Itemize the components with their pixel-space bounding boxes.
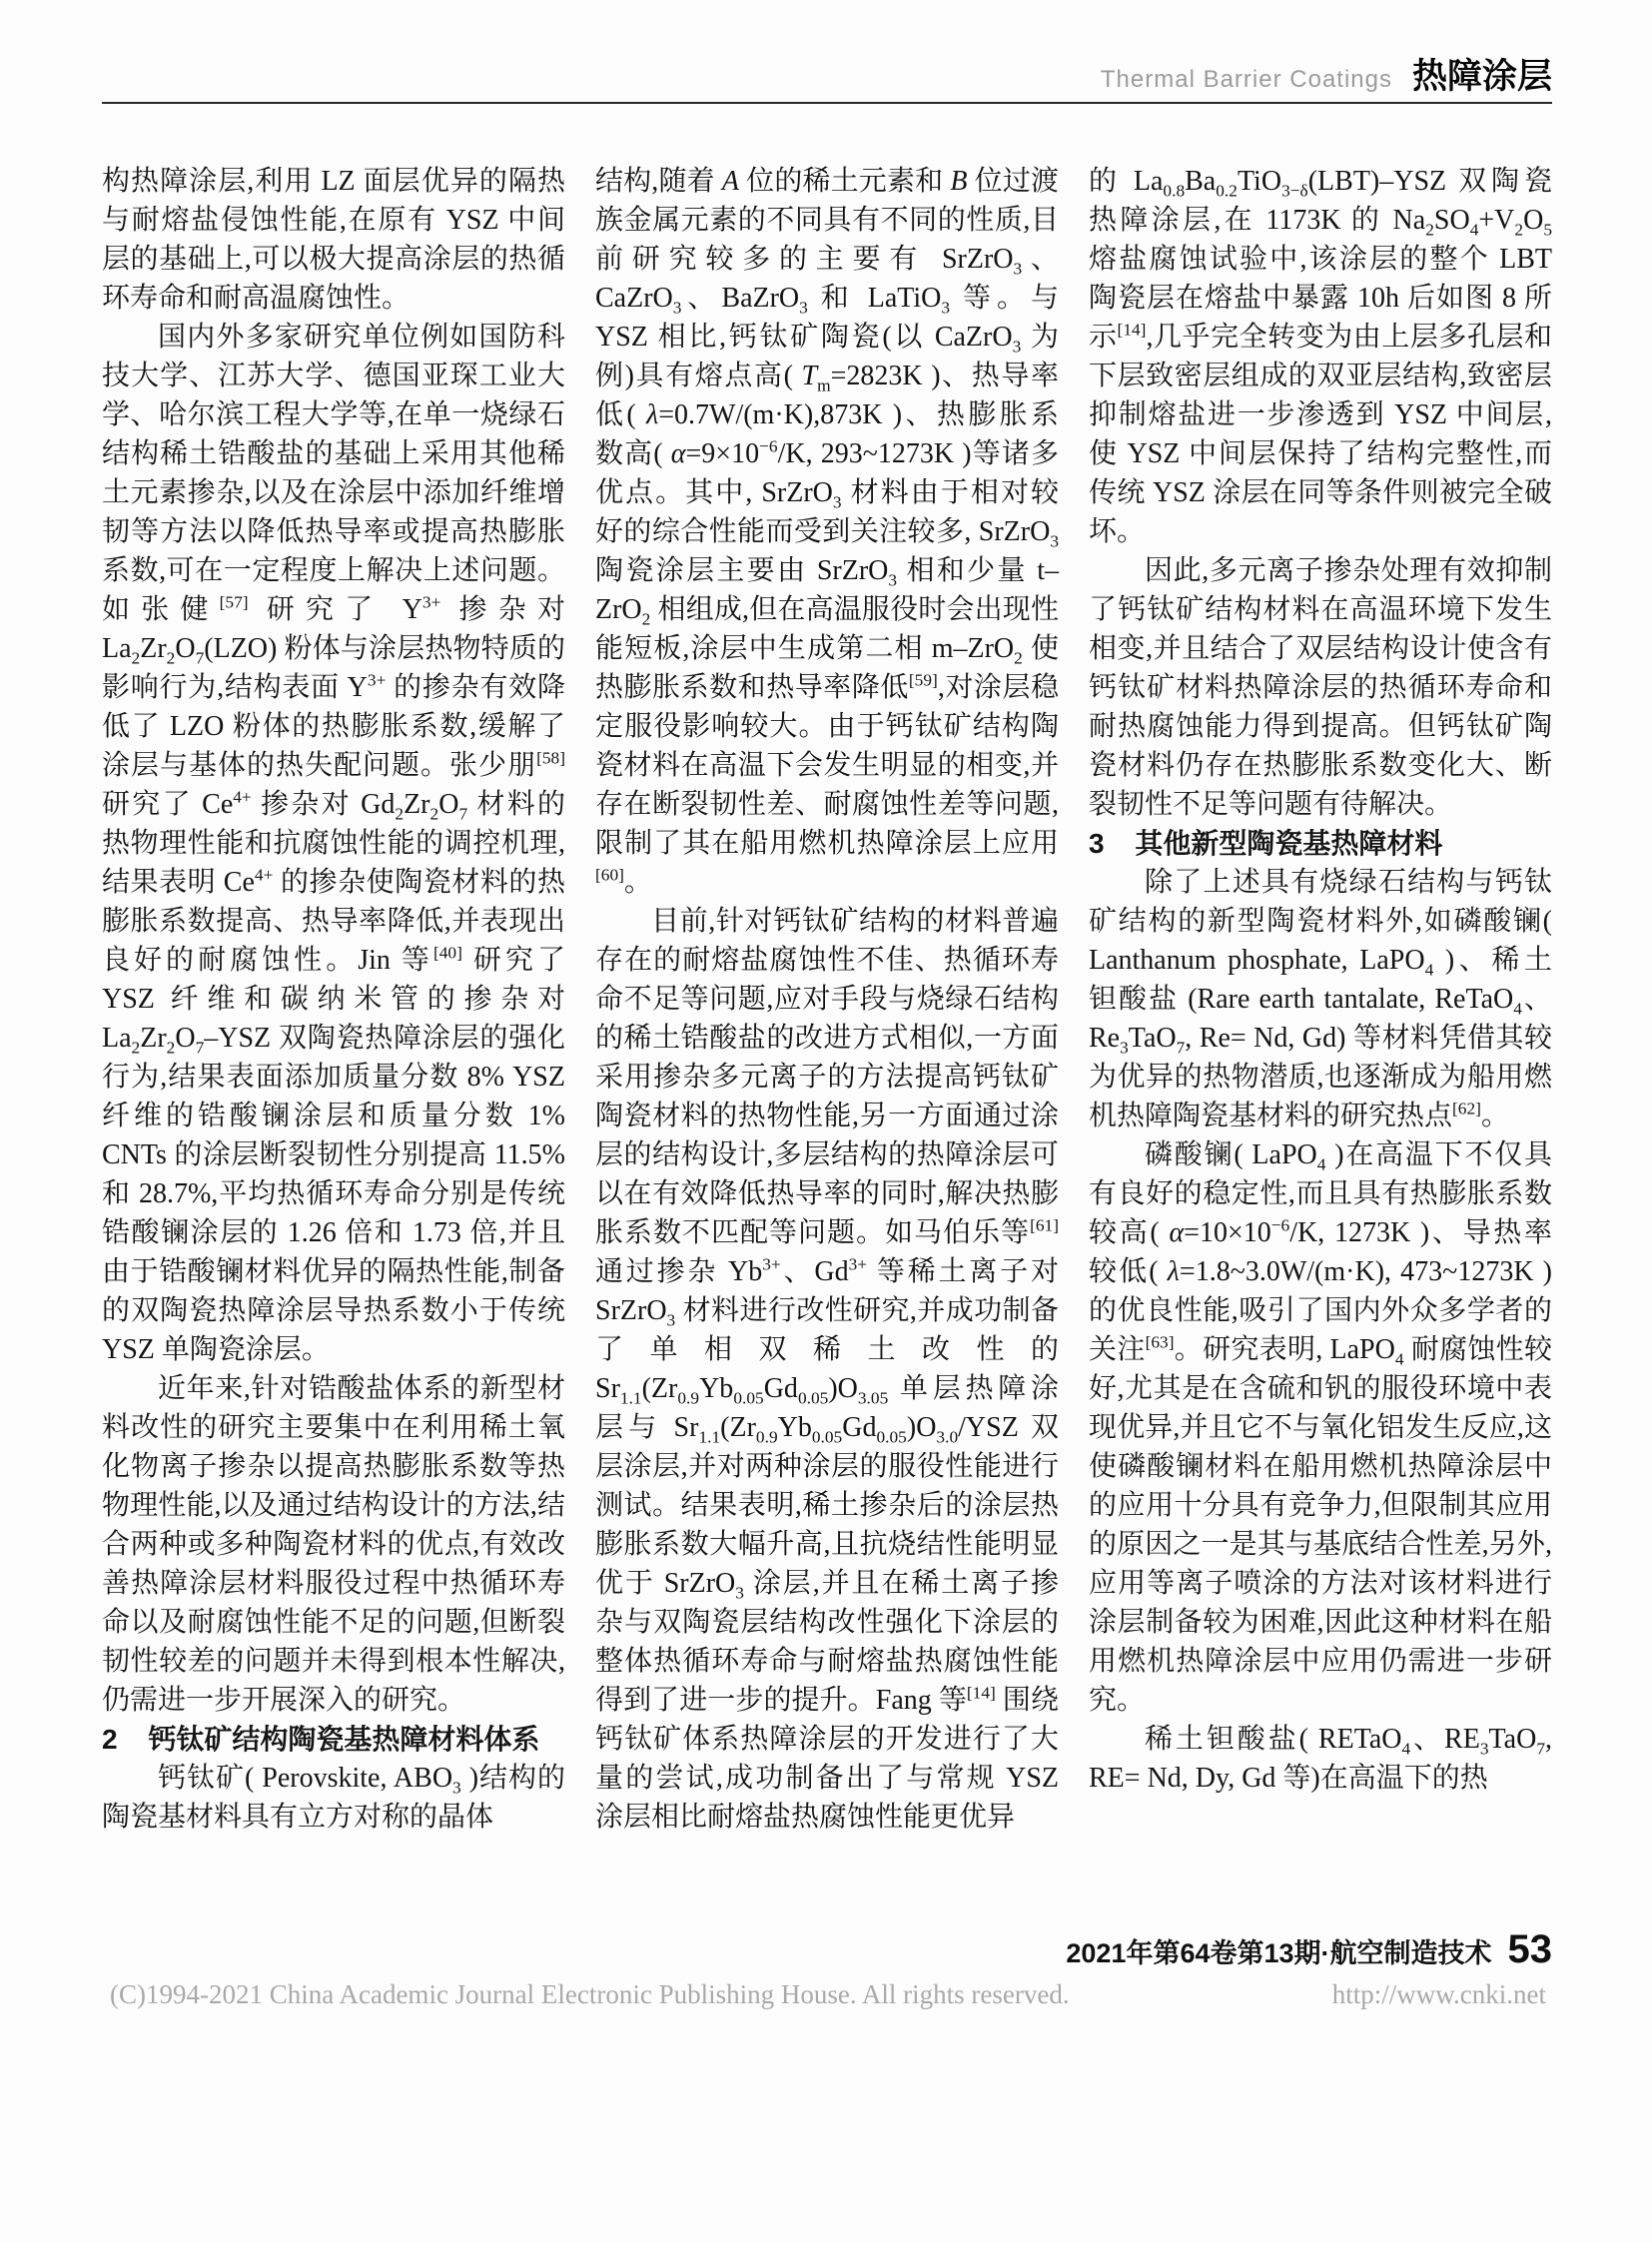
header-topic-english: Thermal Barrier Coatings [1100,66,1392,93]
paragraph: 稀土钽酸盐( RETaO$_4$、$RE_3TaO_7$, RE= Nd, Dy, Gd 等)在高温下的热 [1089,1724,1553,1794]
paragraph: 磷酸镧( LaPO$_4$ )在高温下不仅具有良好的稳定性,而且具有热膨胀系数较高( $\alpha=10\times 10^{-6}/K$, 1273K )、导热率较低( λ=1.8~3.0W/(m·K), 473~1273K )的优良性能,吸引了国内外众多学者的关注[63]。研究表明, LaPO$_4$ 耐腐蚀性较好,尤其是在含硫和钒的服役环境中表现优异,并且它不与氧化铝发生反应,这使磷酸镧材料在船用燃机热障涂层中的应用十分具有竞争力,但限制其应用的原因之一是其与基底结合性差,另外,应用等离子喷涂的方法对该材料进行涂层制备较为困难,因此这种材料在船用燃机热障涂层中应用仍需进一步研究。 [1089,1139,1553,1716]
section-heading: 2 钙钛矿结构陶瓷基热障材料体系 [102,1720,565,1759]
paragraph: 结构,随着 A 位的稀土元素和 B 位过渡族金属元素的不同具有不同的性质,目前研究较多的主要有 SrZrO$_3$、CaZrO$_3$、BaZrO$_3$ 和 LaTiO$_3$ 等。与 YSZ 相比,钙钛矿陶瓷(以 CaZrO$_3$ 为例)具有熔点高( $T_m=2823K$ )、热导率低( λ=0.7W/(m·K),873K )、热膨胀系数高( $\alpha=9\times 10^{-6}/K$, 293~1273K )等诸多优点。其中, SrZrO$_3$ 材料由于相对较好的综合性能而受到关注较多, SrZrO$_3$ 陶瓷涂层主要由 SrZrO$_3$ 相和少量 t–ZrO$_2$ 相组成,但在高温服役时会出现性能短板,涂层中生成第二相 m–ZrO$_2$ 使热膨胀系数和热导率降低[59],对涂层稳定服役影响较大。由于钙钛矿结构陶瓷材料在高温下会发生明显的相变,并存在断裂韧性差、耐腐蚀性差等问题,限制了其在船用燃机热障涂层上应用[60]。 [595,166,1060,898]
paragraph: 构热障涂层,利用 LZ 面层优异的隔热与耐熔盐侵蚀性能,在原有 YSZ 中间层的基础上,可以极大提高涂层的热循环寿命和耐高温腐蚀性。 [102,166,565,314]
issue-info: 2021年第64卷第13期·航空制造技术 [1066,1938,1492,1968]
paragraph: 目前,针对钙钛矿结构的材料普遍存在的耐熔盐腐蚀性不佳、热循环寿命不足等问题,应对手段与烧绿石结构的稀土锆酸盐的改进方式相似,一方面采用掺杂多元离子的方法提高钙钛矿陶瓷材料的热物性能,另一方面通过涂层的结构设计,多层结构的热障涂层可以在有效降低热导率的同时,解决热膨胀系数不匹配等问题。如马伯乐等[61] 通过掺杂 $Yb^{3+}$、$Gd^{3+}$ 等稀土离子对 SrZrO$_3$ 材料进行改性研究,并成功制备了单相双稀土改性的 $Sr_{1.1}(Zr_{0.9}Yb_{0.05}Gd_{0.05})O_{3.05}$ 单层热障涂层与 $Sr_{1.1}(Zr_{0.9}Yb_{0.05}Gd_{0.05})O_{3.0}$/YSZ 双层涂层,并对两种涂层的服役性能进行测试。结果表明,稀土掺杂后的涂层热膨胀系数大幅升高,且抗烧结性能明显优于 SrZrO$_3$ 涂层,并且在稀土离子掺杂与双陶瓷层结构改性强化下涂层的整体热循环寿命与耐熔盐热腐蚀性能得到了进一步的提升。Fang 等[14] 围绕钙钛矿体系热障涂层的开发进行了大量的尝试,成功制备出了与常规 YSZ 涂层相比耐熔盐热腐蚀性能更优异 [595,906,1059,1833]
paragraph: 国内外多家研究单位例如国防科技大学、江苏大学、德国亚琛工业大学、哈尔滨工程大学等,在单一烧绿石结构稀土锆酸盐的基础上采用其他稀土元素掺杂,以及在涂层中添加纤维增韧等方法以降低热导率或提高热膨胀系数,可在一定程度上解决上述问题。如张健[57] 研究了 $Y^{3+}$ 掺杂对 $La_2Zr_2O_7(LZO)$ 粉体与涂层热物特质的影响行为,结构表面 $Y^{3+}$ 的掺杂有效降低了 LZO 粉体的热膨胀系数,缓解了涂层与基体的热失配问题。张少朋[58] 研究了 $Ce^{4+}$ 掺杂对 $Gd_2Zr_2O_7$ 材料的热物理性能和抗腐蚀性能的调控机理,结果表明 $Ce^{4+}$ 的掺杂使陶瓷材料的热膨胀系数提高、热导率降低,并表现出良好的耐腐蚀性。Jin 等[40] 研究了 YSZ 纤维和碳纳米管的掺杂对 $La_2Zr_2O_7$–YSZ 双陶瓷热障涂层的强化行为,结果表面添加质量分数 8% YSZ 纤维的锆酸镧涂层和质量分数 1% CNTs 的涂层断裂韧性分别提高 11.5% 和 28.7%,平均热循环寿命分别是传统锆酸镧涂层的 1.26 倍和 1.73 倍,并且由于锆酸镧材料优异的隔热性能,制备的双陶瓷热障涂层导热系数小于传统 YSZ 单陶瓷涂层。 [102,322,565,1365]
section-number: 3 [1089,828,1105,859]
cnki-url: http://www.cnki.net [1331,1979,1546,2009]
paragraph: 的 $La_{0.8}Ba_{0.2}TiO_{3-\delta}(LBT)$–YSZ 双陶瓷热障涂层,在 1173K 的 $Na_2SO_4+V_2O_5$ 熔盐腐蚀试验中,该涂层的整个 LBT 陶瓷层在熔盐中暴露 10h 后如图 8 所示[14],几乎完全转变为由上层多孔层和下层致密层组成的双亚层结构,致密层抑制熔盐进一步渗透到 YSZ 中间层,使 YSZ 中间层保持了结构完整性,而传统 YSZ 涂层在同等条件则被完全破坏。 [1089,166,1552,547]
text-column [595,162,1059,1837]
section-heading: 3 其他新型陶瓷基热障材料 [1089,824,1552,863]
text-column [102,162,565,1837]
section-number: 2 [102,1724,118,1755]
paragraph: 除了上述具有烧绿石结构与钙钛矿结构的新型陶瓷材料外,如磷酸镧( Lanthanum phosphate, LaPO$_4$ )、稀土钽酸盐 (Rare earth tantalate, ReTaO$_4$、$Re_3TaO_7$, Re= Nd, Gd) 等材料凭借其较为优异的热物潜质,也逐渐成为船用燃机热障陶瓷基材料的研究热点[62]。 [1089,867,1552,1131]
copyright-text: (C)1994-2021 China Academic Journal Electronic Publishing House. All rights reserved. [110,1979,1070,2009]
header-topic-chinese: 热障涂层 [1411,57,1552,96]
paragraph: 因此,多元离子掺杂处理有效抑制了钙钛矿结构材料在高温环境下发生相变,并且结合了双层结构设计使含有钙钛矿材料热障涂层的热循环寿命和耐热腐蚀能力得到提高。但钙钛矿陶瓷材料仍存在热膨胀系数变化大、断裂韧性不足等问题有待解决。 [1089,555,1552,820]
paragraph: 近年来,针对锆酸盐体系的新型材料改性的研究主要集中在利用稀土氧化物离子掺杂以提高热膨胀系数等热物理性能,以及通过结构设计的方法,结合两种或多种陶瓷材料的优点,有效改善热障涂层材料服役过程中热循环寿命以及耐腐蚀性能不足的问题,但断裂韧性较差的问题并未得到根本性解决,仍需进一步开展深入的研究。 [102,1373,565,1716]
page-number: 53 [1507,1927,1552,1971]
paragraph: 钙钛矿( Perovskite, $ABO_3$ )结构的陶瓷基材料具有立方对称的晶体 [102,1763,566,1833]
cnki-watermark [110,1979,1546,2010]
footer-issue-line [1066,1929,1552,1970]
text-column [1089,162,1552,1837]
page-header [102,0,1552,104]
article-body [102,162,1552,1837]
